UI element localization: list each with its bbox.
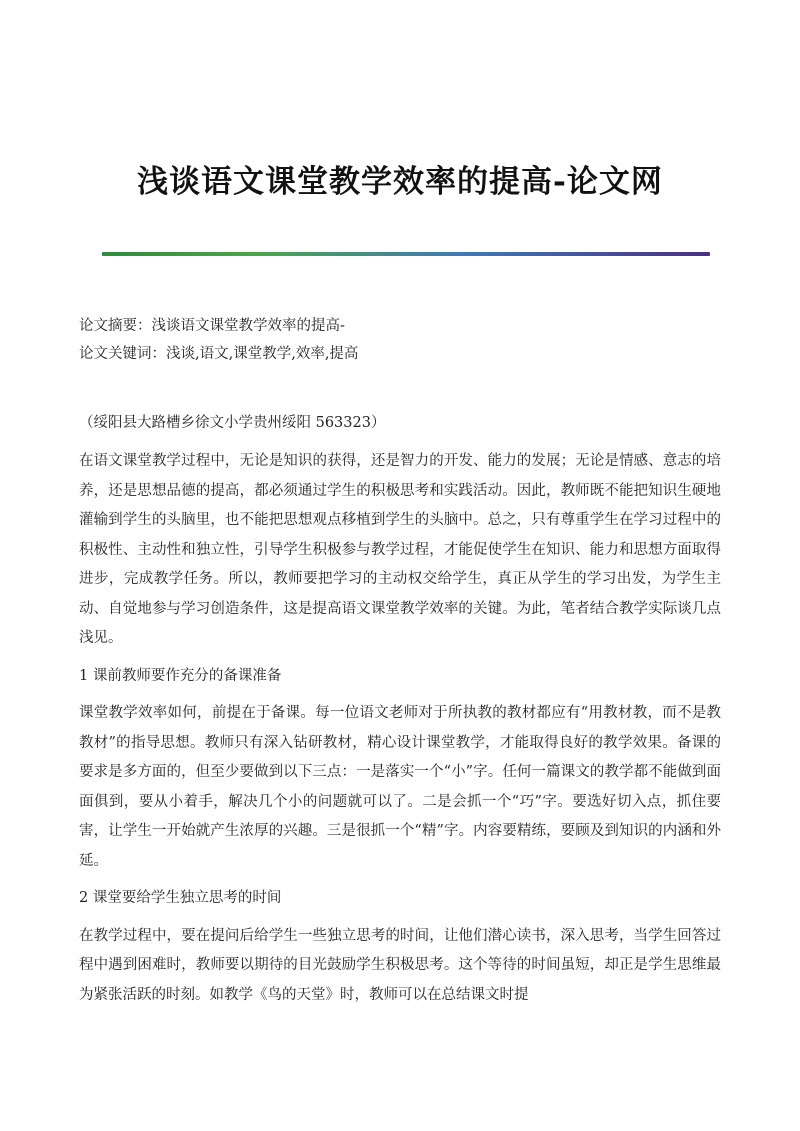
document-title: 浅谈语文课堂教学效率的提高-论文网 bbox=[137, 164, 663, 200]
section-paragraph-2: 在教学过程中，要在提问后给学生一些独立思考的时间，让他们潜心读书，深入思考，当学生回答过程中遇到困难时，教师要以期待的目光鼓励学生积极思考。这个等待的时间虽短，却正是学生思维最为紧张活跃的时刻。如教学《鸟的天堂》时，教师可以在总结课文时提 bbox=[79, 927, 721, 1003]
author-affiliation: （绥阳县大路槽乡徐文小学贵州绥阳 563323） bbox=[79, 415, 386, 431]
keywords-line: 论文关键词：浅谈,语文,课堂教学,效率,提高 bbox=[79, 346, 359, 362]
title-divider bbox=[102, 252, 710, 256]
section-paragraph-1: 课堂教学效率如何，前提在于备课。每一位语文老师对于所执教的教材都应有“用教材教，而不是教教材”的指导思想。教师只有深入钻研教材，精心设计课堂教学，才能取得良好的教学效果。备课的要求是多方面的，但至少要做到以下三点：一是落实一个“小”字。任何一篇课文的教学都不能做到面面俱到，要从小着手，解决几个小的问题就可以了。二是会抓一个“巧”字。要选好切入点，抓住要害，让学生一开始就产生浓厚的兴趣。三是很抓一个“精”字。内容要精练，要顾及到知识的内涵和外延。 bbox=[79, 705, 721, 869]
document-meta bbox=[79, 312, 729, 368]
section-heading-2: 2 课堂要给学生独立思考的时间 bbox=[79, 890, 282, 906]
intro-paragraph: 在语文课堂教学过程中，无论是知识的获得，还是智力的开发、能力的发展；无论是情感、意志的培养，还是思想品德的提高，都必须通过学生的积极思考和实践活动。因此，教师既不能把知识生硬地灌输到学生的头脑里，也不能把思想观点移植到学生的头脑中。总之，只有尊重学生在学习过程中的积极性、主动性和独立性，引导学生积极参与教学过程，才能促使学生在知识、能力和思想方面取得进步，完成教学任务。所以，教师要把学习的主动权交给学生，真正从学生的学习出发，为学生主动、自觉地参与学习创造条件，这是提高语文课堂教学效率的关键。为此，笔者结合教学实际谈几点浅见。 bbox=[79, 453, 721, 646]
section-heading-1: 1 课前教师要作充分的备课准备 bbox=[79, 667, 282, 684]
abstract-line: 论文摘要：浅谈语文课堂教学效率的提高- bbox=[79, 318, 345, 334]
document-body bbox=[79, 447, 721, 1018]
